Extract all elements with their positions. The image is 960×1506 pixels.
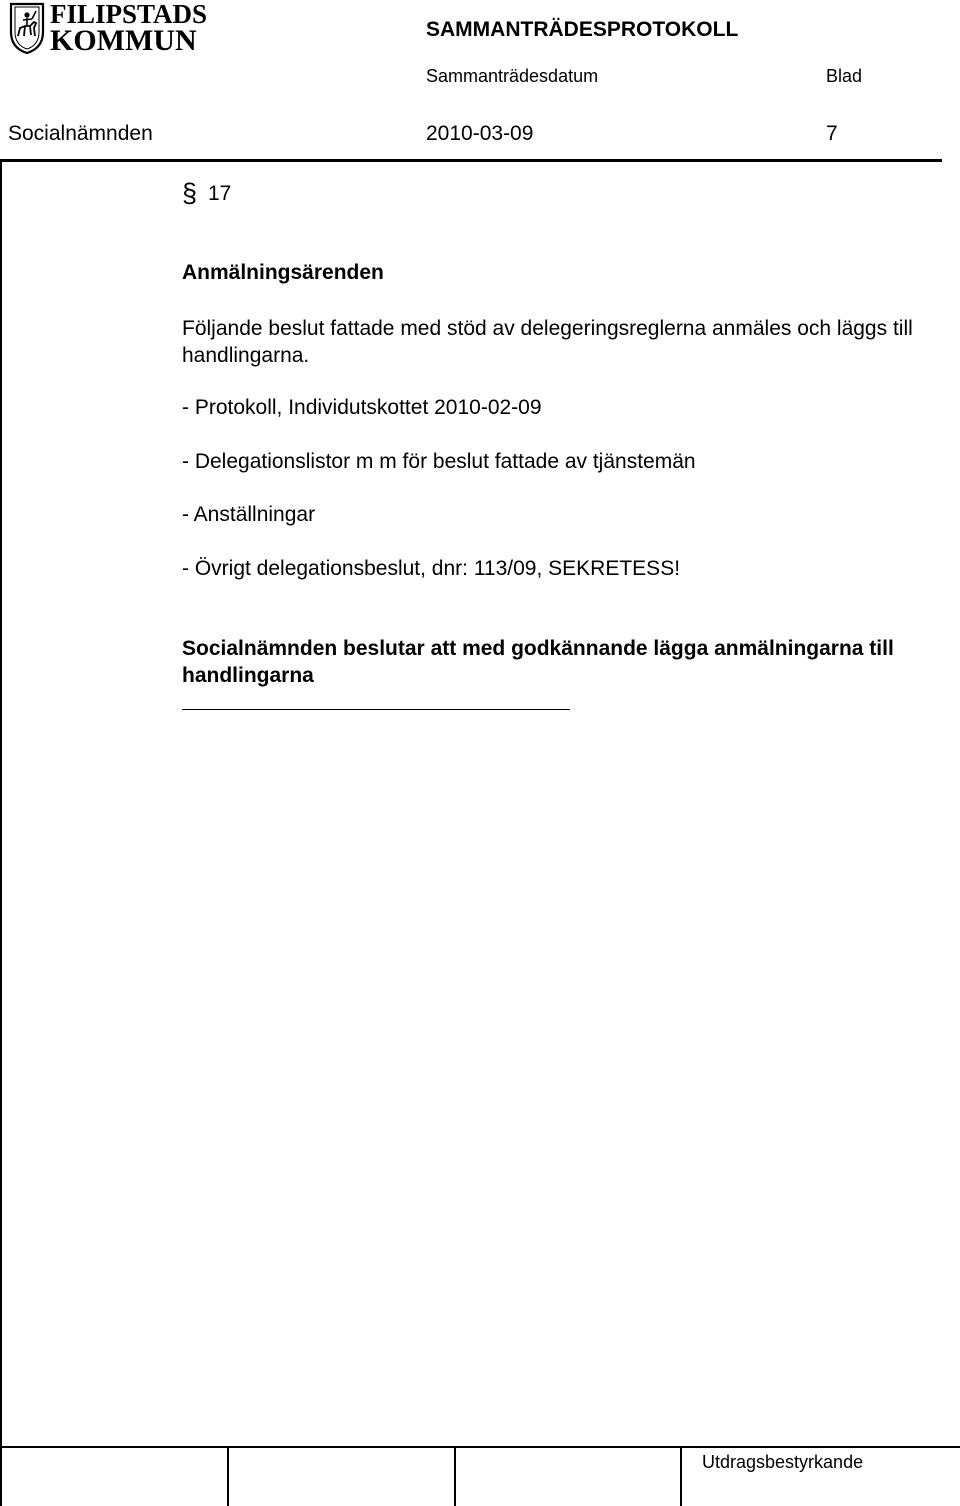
list-item: - Delegationslistor m m för beslut fattade av tjänstemän bbox=[182, 450, 696, 473]
footer-certification-label: Utdragsbestyrkande bbox=[702, 1452, 864, 1472]
footer-cell-divider bbox=[680, 1446, 682, 1506]
municipality-logo bbox=[8, 2, 218, 56]
list-item: - Anställningar bbox=[182, 503, 316, 526]
left-margin-line bbox=[0, 159, 2, 1447]
footer-cell-divider bbox=[0, 1446, 2, 1506]
meeting-date: 2010-03-09 bbox=[426, 122, 534, 145]
footer-top-border bbox=[0, 1446, 960, 1448]
header-divider bbox=[0, 159, 942, 162]
signature-underline bbox=[182, 709, 570, 710]
horseman-crest-icon bbox=[8, 2, 46, 54]
document-title: SAMMANTRÄDESPROTOKOLL bbox=[426, 18, 739, 41]
page-number: 7 bbox=[826, 122, 838, 145]
list-item: - Protokoll, Individutskottet 2010-02-09 bbox=[182, 396, 542, 419]
intro-paragraph: Följande beslut fattade med stöd av delegeringsreglerna anmäles och läggs till handlingarna. bbox=[182, 317, 913, 367]
decision-text: Socialnämnden beslutar att med godkännande lägga anmälningarna till handlingarna bbox=[182, 637, 894, 687]
list-item: - Övrigt delegationsbeslut, dnr: 113/09, SEKRETESS! bbox=[182, 557, 681, 580]
footer-cell-divider bbox=[454, 1446, 456, 1506]
logo-text-line2: KOMMUN bbox=[50, 24, 197, 57]
page-label: Blad bbox=[826, 66, 863, 86]
paragraph-number: 17 bbox=[208, 182, 232, 205]
section-heading: Anmälningsärenden bbox=[182, 261, 384, 284]
committee-name: Socialnämnden bbox=[8, 122, 153, 145]
footer-cell-divider bbox=[227, 1446, 229, 1506]
logo-text-line1: FILIPSTADS bbox=[50, 0, 208, 29]
meeting-date-label: Sammanträdesdatum bbox=[426, 66, 599, 86]
paragraph-sign: § bbox=[182, 178, 198, 208]
